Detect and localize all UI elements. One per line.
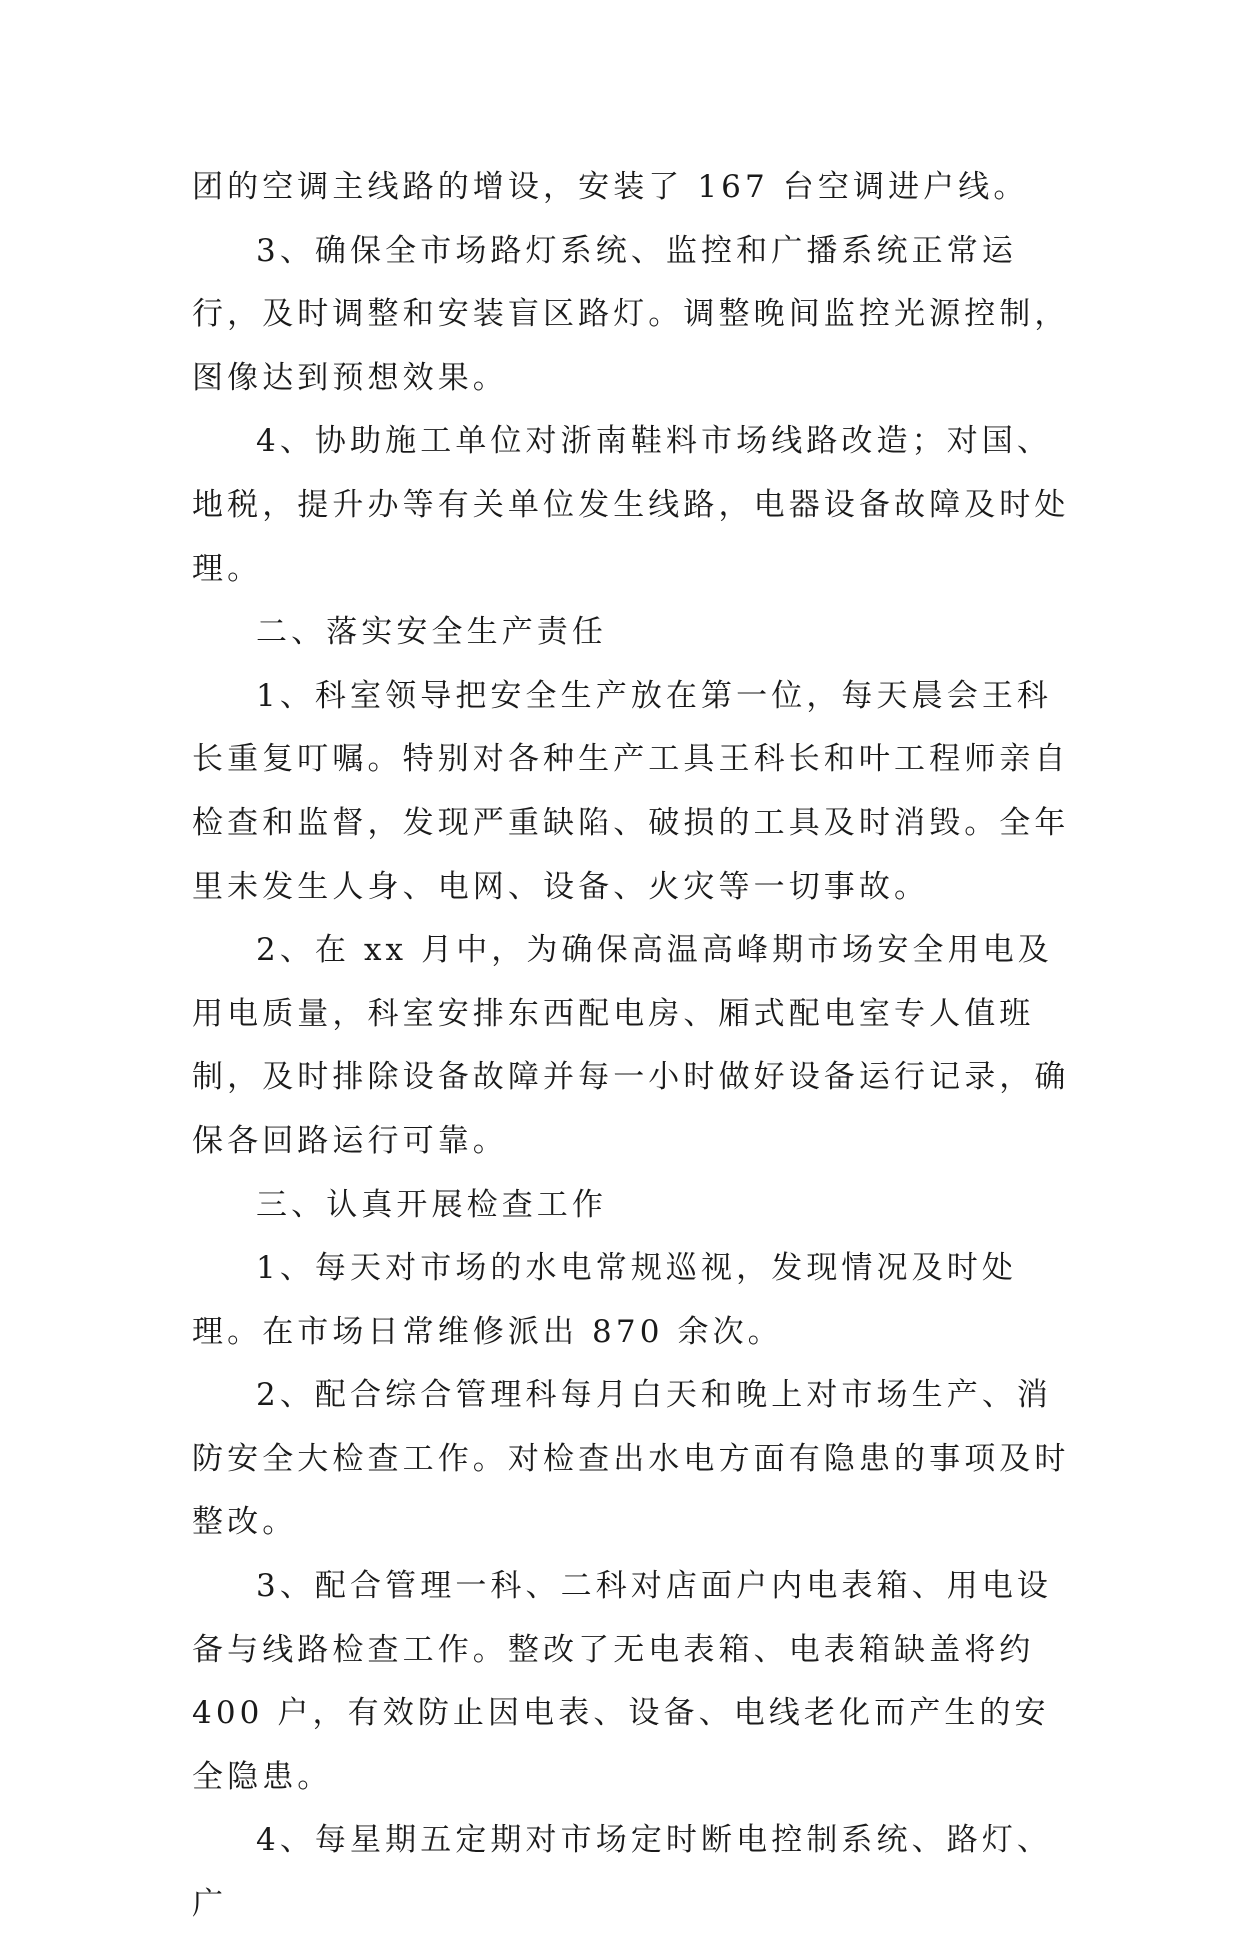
document-body	[192, 156, 1072, 1937]
paragraph-item-2-duty-system: 2、在 xx 月中，为确保高温高峰期市场安全用电及用电质量，科室安排东西配电房、厢式配电室专人值班制，及时排除设备故障并每一小时做好设备运行记录，确保各回路运行可靠。	[192, 932, 1070, 1159]
section-heading-inspection-work: 三、认真开展检查工作	[256, 1186, 607, 1223]
paragraph-continuation: 团的空调主线路的增设，安装了 167 台空调进户线。	[192, 169, 1029, 205]
paragraph-item-1-safety-first: 1、科室领导把安全生产放在第一位，每天晨会王科长重复叮嘱。特别对各种生产工具王科长和叶工程师亲自检查和监督，发现严重缺陷、破损的工具及时消毁。全年里未发生人身、电网、设备、火灾等一切事故。	[192, 677, 1070, 905]
paragraph-item-4-line-renovation: 4、协助施工单位对浙南鞋料市场线路改造；对国、地税，提升办等有关单位发生线路，电器设备故障及时处理。	[192, 423, 1070, 587]
paragraph-item-4-weekly-check: 4、每星期五定期对市场定时断电控制系统、路灯、广	[192, 1822, 1053, 1923]
paragraph-item-3-streetlights: 3、确保全市场路灯系统、监控和广播系统正常运行，及时调整和安装盲区路灯。调整晚间监控光源控制，图像达到预想效果。	[192, 232, 1070, 396]
paragraph-item-2-monthly-inspection: 2、配合综合管理科每月白天和晚上对市场生产、消防安全大检查工作。对检查出水电方面有隐患的事项及时整改。	[192, 1377, 1070, 1541]
paragraph-item-3-meter-box-check: 3、配合管理一科、二科对店面户内电表箱、用电设备与线路检查工作。整改了无电表箱、电表箱缺盖将约 400 户，有效防止因电表、设备、电线老化而产生的安全隐患。	[192, 1568, 1053, 1795]
section-heading-safety-responsibility: 二、落实安全生产责任	[256, 614, 607, 651]
paragraph-item-1-daily-patrol: 1、每天对市场的水电常规巡视，发现情况及时处理。在市场日常维修派出 870 余次。	[192, 1250, 1017, 1350]
